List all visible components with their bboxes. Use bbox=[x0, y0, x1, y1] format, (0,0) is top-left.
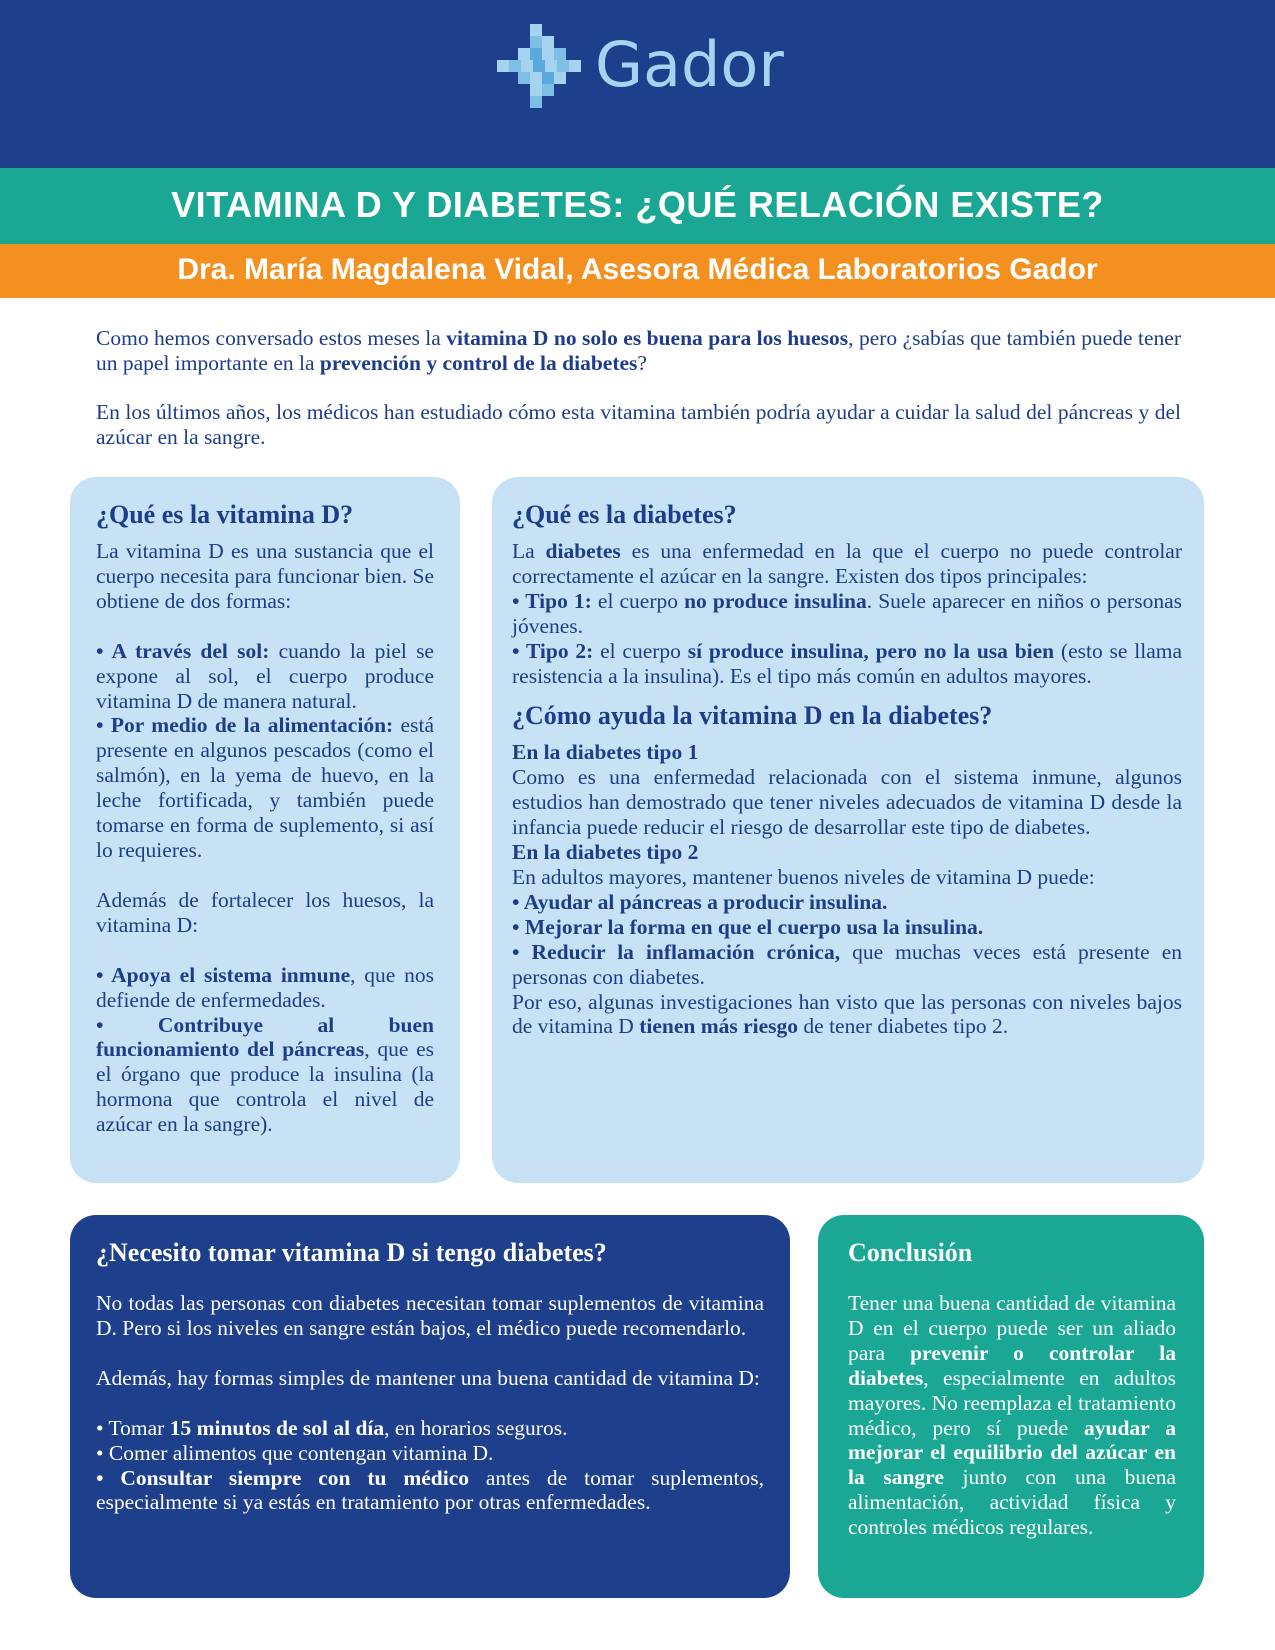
type-2-bullet-inflammation: • Reducir la inflamación crónica, que muchas veces está presente en personas con diabetes. bbox=[512, 939, 1182, 989]
vitamin-d-heading: ¿Qué es la vitamina D? bbox=[96, 500, 354, 529]
brand-name: Gador bbox=[595, 28, 784, 101]
checkered-cross-icon bbox=[497, 24, 587, 114]
gador-logo bbox=[497, 24, 797, 124]
diabetes-definition: La diabetes es una enfermedad en la que el cuerpo no puede controlar correctamente el azúcar en la sangre. Existen dos tipos principales: bbox=[512, 539, 1182, 588]
vitamin-d-bullet-pancreas: • Contribuye al buen funcionamiento del páncreas, que es el órgano que produce la insulina (la hormona que controla el nivel de azúcar en la sangre). bbox=[96, 1012, 434, 1137]
diabetes-heading: ¿Qué es la diabetes? bbox=[512, 500, 737, 529]
supplement-paragraph-1: No todas las personas con diabetes necesitan tomar suplementos de vitamina D. Pero si los niveles en sangre están bajos, el médico puede recomendarlo. bbox=[96, 1291, 764, 1340]
intro-paragraph-2: En los últimos años, los médicos han estudiado cómo esta vitamina también podría ayudar a cuidar la salud del páncreas y del azúcar en la sangre. bbox=[96, 400, 1181, 449]
supplement-bullet-doctor: • Consultar siempre con tu médico antes de tomar suplementos, especialmente si ya estás en tratamiento por otras enfermedades. bbox=[96, 1465, 764, 1515]
diabetes-risk-text: Por eso, algunas investigaciones han visto que las personas con niveles bajos de vitamina D tienen más riesgo de tener diabetes tipo 2. bbox=[512, 989, 1182, 1039]
type-2-subheading: En la diabetes tipo 2 bbox=[512, 840, 699, 865]
vitamin-d-box bbox=[70, 477, 460, 1183]
supplement-heading: ¿Necesito tomar vitamina D si tengo diabetes? bbox=[96, 1238, 607, 1267]
header-banner bbox=[0, 0, 1275, 168]
conclusion-box bbox=[818, 1215, 1204, 1598]
type-2-bullet-insulin: • Ayudar al páncreas a producir insulina. bbox=[512, 889, 888, 914]
author-line: Dra. María Magdalena Vidal, Asesora Médica Laboratorios Gador bbox=[177, 253, 1098, 286]
type-1-text: Como es una enfermedad relacionada con el sistema inmune, algunos estudios han demostrado que tener niveles adecuados de vitamina D desde la infancia puede reducir el riesgo de desarrollar este tipo de diabetes. bbox=[512, 765, 1182, 840]
author-band bbox=[0, 244, 1275, 298]
vitamin-d-benefits-intro: Además de fortalecer los huesos, la vitamina D: bbox=[96, 887, 434, 937]
vitamin-d-bullet-sun: • A través del sol: cuando la piel se expone al sol, el cuerpo produce vitamina D de manera natural. bbox=[96, 638, 434, 713]
vitamin-d-bullet-immune: • Apoya el sistema inmune, que nos defiende de enfermedades. bbox=[96, 962, 434, 1012]
supplement-paragraph-2: Además, hay formas simples de mantener una buena cantidad de vitamina D: bbox=[96, 1365, 760, 1390]
page-title: VITAMINA D Y DIABETES: ¿QUÉ RELACIÓN EXISTE? bbox=[171, 184, 1104, 225]
vitamin-d-bullet-food: • Por medio de la alimentación: está presente en algunos pescados (como el salmón), en la yema de huevo, en la leche fortificada, y también puede tomarse en forma de suplemento, si así lo requieres. bbox=[96, 713, 434, 862]
supplement-bullet-food: • Comer alimentos que contengan vitamina D. bbox=[96, 1440, 494, 1465]
type-1-subheading: En la diabetes tipo 1 bbox=[512, 740, 699, 765]
diabetes-box bbox=[492, 477, 1204, 1183]
vitamin-d-intro: La vitamina D es una sustancia que el cuerpo necesita para funcionar bien. Se obtiene de dos formas: bbox=[96, 539, 434, 613]
type-2-bullet-usage: • Mejorar la forma en que el cuerpo usa la insulina. bbox=[512, 914, 984, 939]
title-band bbox=[0, 168, 1275, 244]
diabetes-type-2: • Tipo 2: el cuerpo sí produce insulina, pero no la usa bien (esto se llama resistencia a la insulina). Es el tipo más común en adultos mayores. bbox=[512, 638, 1182, 688]
conclusion-text: Tener una buena cantidad de vitamina D en el cuerpo puede ser un aliado para prevenir o controlar la diabetes, especialmente en adultos mayores. No reemplaza el tratamiento médico, pero sí puede ayudar a mejorar el equilibrio del azúcar en la sangre junto con una buena alimentación, actividad física y controles médicos regulares. bbox=[848, 1291, 1176, 1540]
supplement-box bbox=[70, 1215, 790, 1598]
diabetes-type-1: • Tipo 1: el cuerpo no produce insulina. Suele aparecer en niños o personas jóvenes. bbox=[512, 588, 1182, 638]
supplement-bullet-sun: • Tomar 15 minutos de sol al día, en horarios seguros. bbox=[96, 1415, 568, 1440]
type-2-text: En adultos mayores, mantener buenos niveles de vitamina D puede: bbox=[512, 864, 1095, 889]
conclusion-heading: Conclusión bbox=[848, 1238, 973, 1267]
intro-paragraph-1: Como hemos conversado estos meses la vitamina D no solo es buena para los huesos, pero ¿sabías que también puede tener un papel importante en la prevención y control de la diabetes? bbox=[96, 326, 1182, 375]
how-vitamin-d-helps-heading: ¿Cómo ayuda la vitamina D en la diabetes? bbox=[512, 701, 993, 731]
